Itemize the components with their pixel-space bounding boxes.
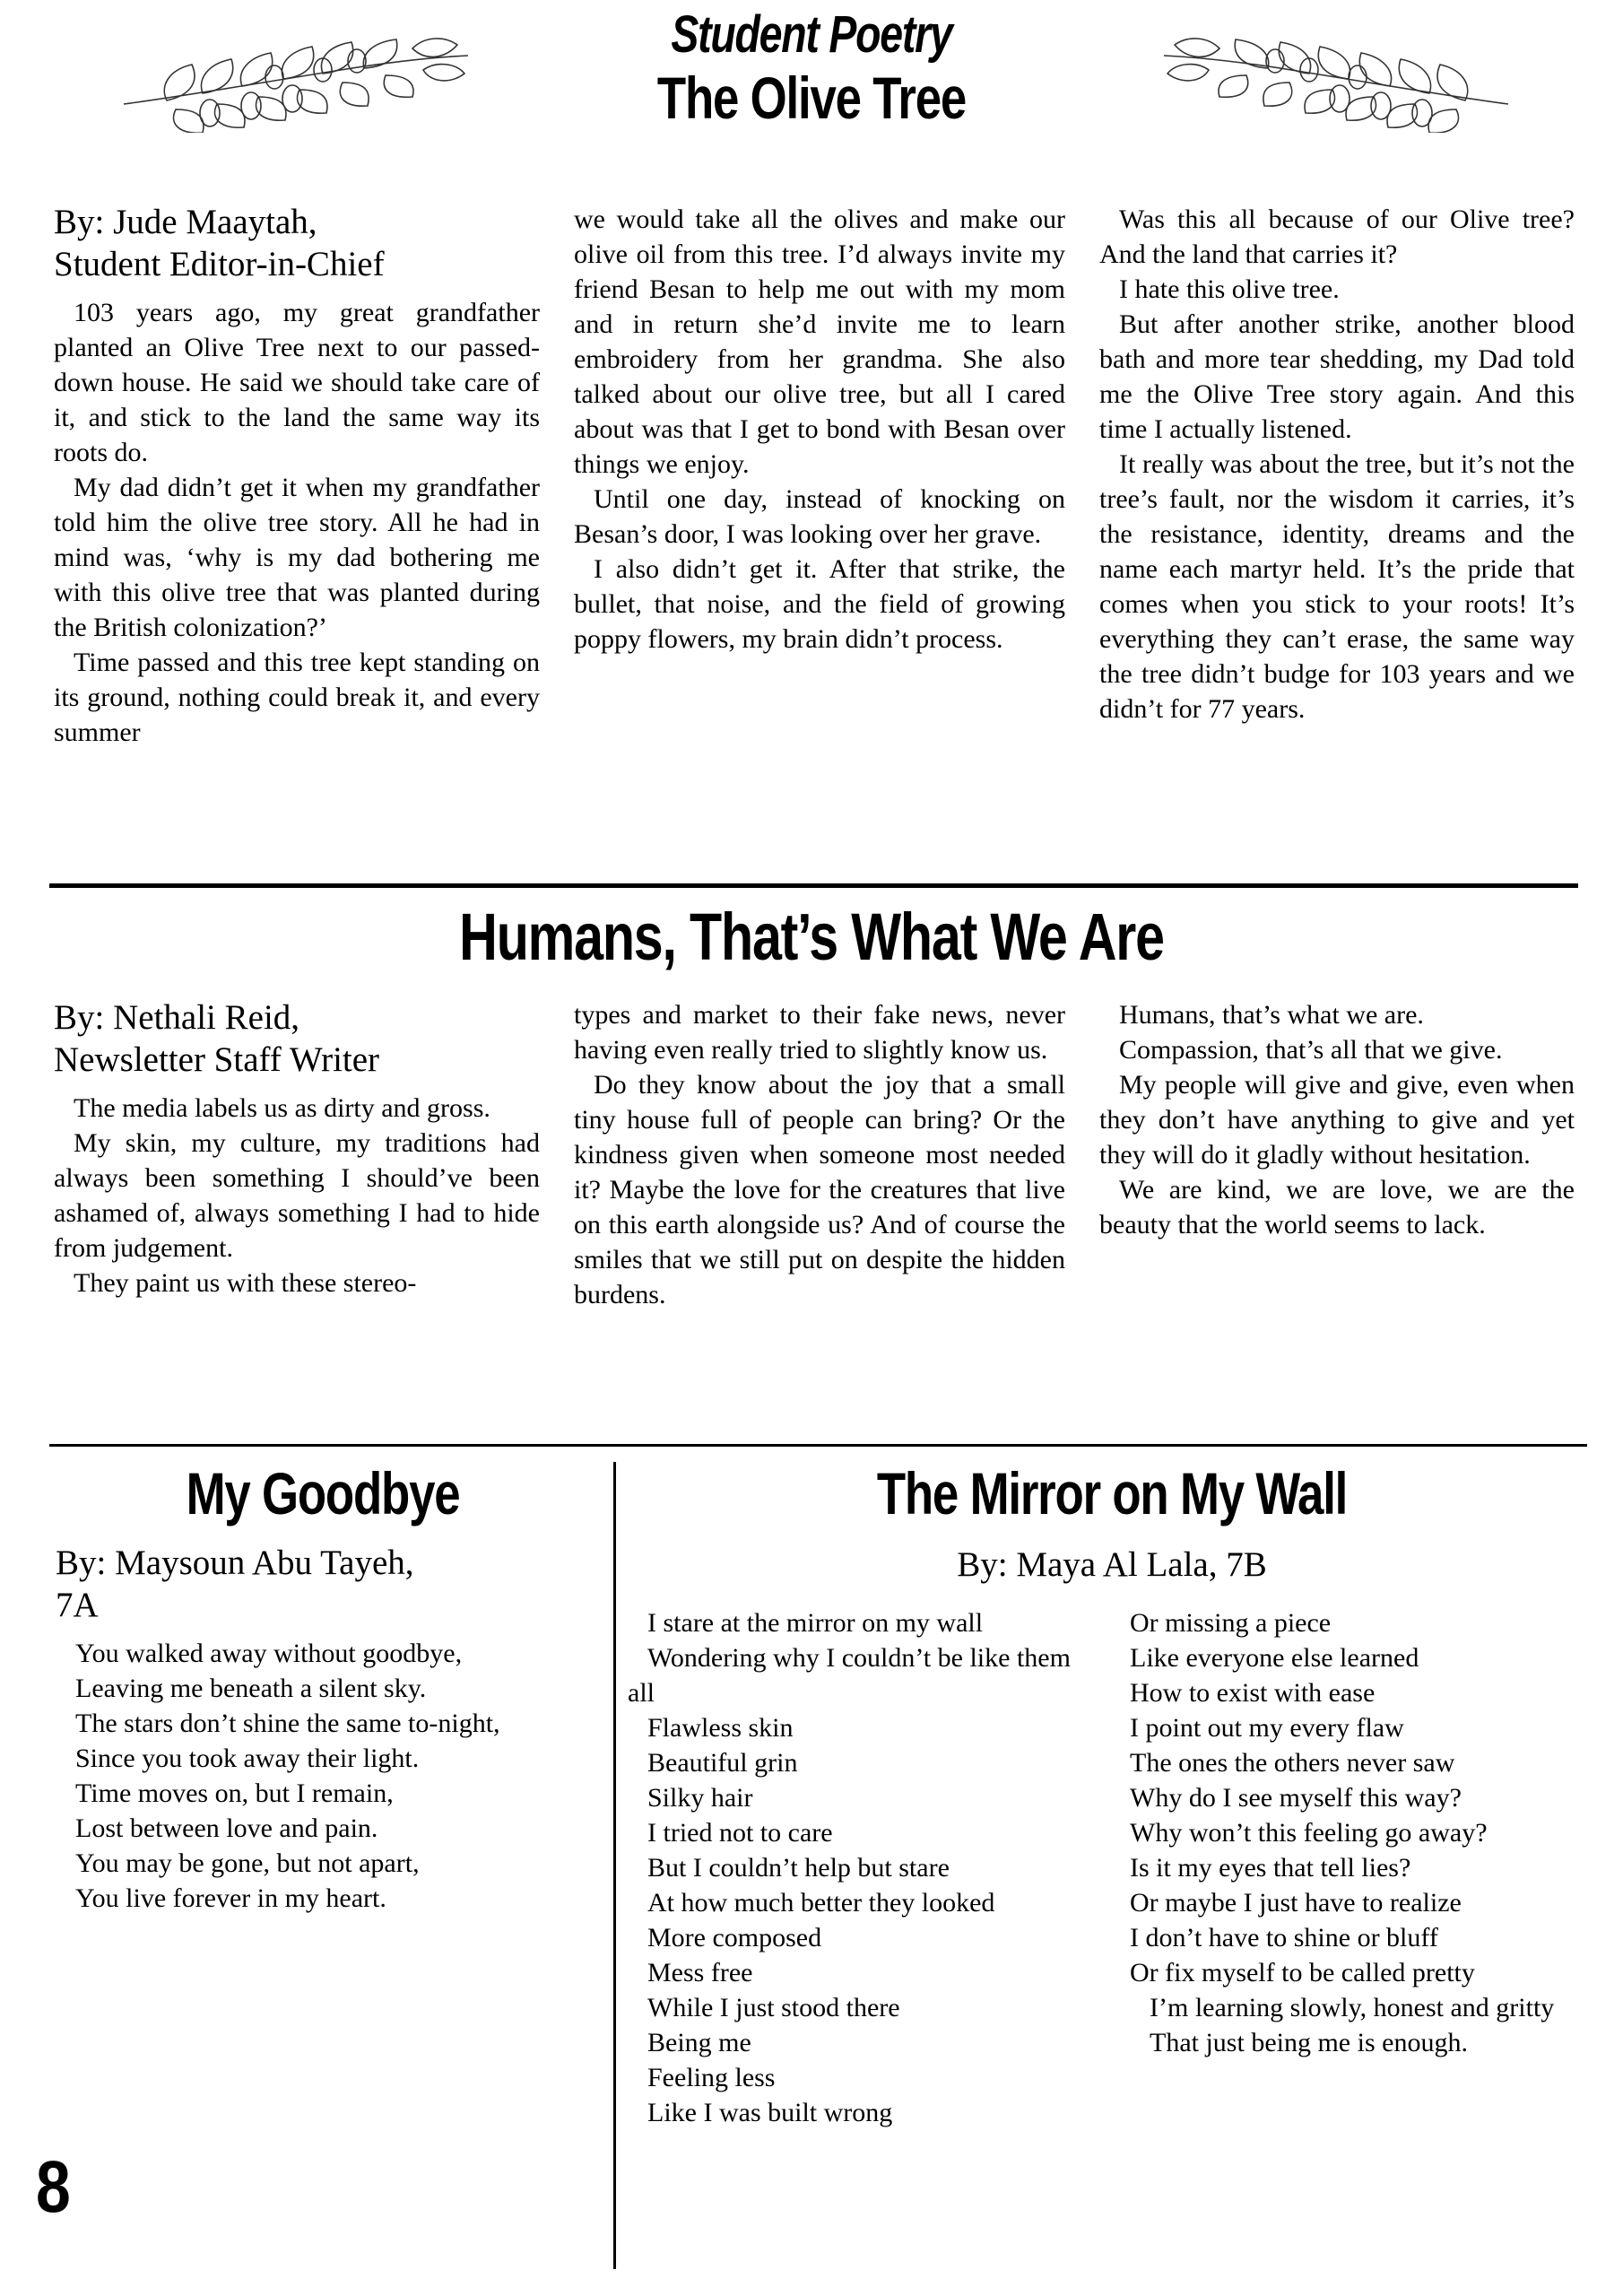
poem-line: Beautiful grin [647, 1748, 798, 1778]
paragraph: I also didn’t get it. After that strike, the bullet, that noise, and the field of growing poppy flowers, my brain didn’t process. [574, 554, 1065, 654]
paragraph: My dad didn’t get it when my grandfather told him the olive tree story. All he had in mind was, ‘why is my dad bothering me with this olive tree that was planted during the British colonization?’ [54, 472, 540, 642]
poem-body [1130, 1605, 1596, 2060]
poem-line: Like I was built wrong [647, 2098, 893, 2127]
olive-branch-icon [1157, 34, 1515, 133]
poem-line: You may be gone, but not apart, [75, 1848, 420, 1878]
paragraph: Time passed and this tree kept standing on its ground, nothing could break it, and every summer [54, 647, 540, 747]
poem-line: Why won’t this feeling go away? [1130, 1818, 1488, 1848]
article-olive-tree-column-1 [54, 202, 540, 870]
poem-line: Or fix myself to be called pretty [1130, 1958, 1475, 1987]
article-humans [54, 997, 1578, 1419]
poem-headline-the-mirror-on-my-wall: The Mirror on My Wall [876, 1460, 1348, 1526]
poem-line: Or maybe I just have to realize [1130, 1888, 1462, 1918]
paragraph: Do they know about the joy that a small tiny house full of people can bring? Or the kindness given when someone most needed it? Maybe the love for the creatures that live on this earth alongside us? And of course the smiles that we still put on despite the hidden burdens. [574, 1070, 1065, 1309]
paragraph: types and market to their fake news, never having even really tried to slightly know us. [574, 1000, 1065, 1065]
article-humans-column-3 [1099, 997, 1575, 1419]
paragraph: we would take all the olives and make our olive oil from this tree. I’d always invite my friend Besan to help me out with my mom and in return she’d invite me to learn embroidery from her grandma. She also talked about our olive tree, but all I cared about was that I get to bond with Besan over things we enjoy. [574, 204, 1065, 479]
poem-line: I tried not to care [647, 1818, 833, 1848]
poem-body [628, 1605, 1094, 2130]
poem-line: Flawless skin [647, 1713, 794, 1743]
poem-line: I point out my every flaw [1130, 1713, 1404, 1743]
paragraph: It really was about the tree, but it’s not the tree’s fault, nor the wisdom it carries, it’s the resistance, identity, dreams and the name each martyr held. It’s the pride that comes when you stick to your roots! It’s everything they can’t erase, the same way the tree didn’t budge for 103 years and we didn’t for 77 years. [1099, 449, 1575, 724]
poem-line: That just being me is enough. [1150, 2028, 1468, 2057]
poem-line: Or missing a piece [1130, 1608, 1332, 1638]
poem-line: Is it my eyes that tell lies? [1130, 1853, 1411, 1883]
poem-line: Feeling less [647, 2063, 776, 2092]
poem-line: The ones the others never saw [1130, 1748, 1455, 1778]
article-body [54, 1091, 540, 1300]
paragraph: Was this all because of our Olive tree? And the land that carries it? [1099, 204, 1575, 269]
article-humans-column-2 [574, 997, 1065, 1419]
article-body [1099, 202, 1575, 726]
article-humans-column-1 [54, 997, 540, 1419]
article-olive-tree [54, 202, 1578, 870]
poem-line: More composed [647, 1923, 822, 1952]
paragraph: The media labels us as dirty and gross. [74, 1092, 490, 1123]
poem-body [56, 1636, 585, 1916]
byline-role: Newsletter Staff Writer [54, 1039, 380, 1079]
poem-line: But I couldn’t help but stare [647, 1853, 950, 1883]
article-body [54, 295, 540, 750]
article-body [1099, 997, 1575, 1242]
paragraph: But after another strike, another blood bath and more tear shedding, my Dad told me the Olive Tree story again. And this time I actually listened. [1099, 309, 1575, 444]
article-body [574, 997, 1065, 1312]
poem-headline-my-goodbye: My Goodbye [186, 1460, 460, 1526]
paragraph: Humans, that’s what we are. [1119, 1000, 1424, 1030]
article-headline-humans-wrapper [0, 900, 1623, 974]
paragraph: Compassion, that’s all that we give. [1119, 1035, 1503, 1065]
poem-line: Being me [647, 2028, 751, 2057]
byline-name: By: Jude Maaytah, [54, 203, 317, 241]
byline-grade: 7A [56, 1585, 99, 1624]
poem-line: Like everyone else learned [1130, 1643, 1419, 1673]
poem-line: How to exist with ease [1130, 1678, 1376, 1708]
article-olive-tree-column-3 [1099, 202, 1575, 870]
poem-mirror-column-2 [1130, 1605, 1596, 2130]
vertical-divider [613, 1462, 616, 2269]
byline-name: By: Maysoun Abu Tayeh, [56, 1544, 414, 1582]
byline-nethali-reid [54, 997, 540, 1082]
poem-line: Since you took away their light. [75, 1743, 420, 1773]
article-headline-olive-tree: The Olive Tree [656, 65, 967, 131]
section-kicker: Student Poetry [671, 5, 952, 64]
paragraph: My skin, my culture, my traditions had always been something I should’ve been ashamed of, always something I had to hide from judgement. [54, 1127, 540, 1263]
paragraph: Until one day, instead of knocking on Besan’s door, I was looking over her grave. [574, 484, 1065, 549]
paragraph: They paint us with these stereo- [74, 1267, 417, 1298]
article-body [574, 202, 1065, 657]
article-headline-humans: Humans, That’s What We Are [459, 900, 1164, 974]
byline-name: By: Nethali Reid, [54, 998, 300, 1037]
poem-headline-mirror-wrapper [628, 1460, 1596, 1526]
masthead [0, 0, 1623, 193]
byline-maysoun-abu-tayeh [56, 1543, 585, 1627]
paragraph: I hate this olive tree. [1119, 274, 1340, 304]
paragraph: 103 years ago, my great grandfather planted an Olive Tree next to our passed-down house. He said we should take care of it, and stick to the land the same way its roots do. [54, 297, 540, 467]
poem-line: The stars don’t shine the same to-night, [75, 1708, 500, 1738]
poem-the-mirror-on-my-wall [628, 1605, 1601, 2130]
byline-role: Student Editor-in-Chief [54, 244, 385, 283]
poem-line: Wondering why I couldn’t be like them all [628, 1643, 1071, 1708]
poem-line: Why do I see myself this way? [1130, 1783, 1462, 1813]
poem-line: Silky hair [647, 1783, 753, 1813]
paragraph: My people will give and give, even when they don’t have anything to give and yet they will do it gladly without hesitation. [1099, 1070, 1575, 1170]
poem-headline-goodbye-wrapper [54, 1460, 592, 1526]
poem-line: I’m learning slowly, honest and gritty [1150, 1993, 1555, 2022]
poem-line: Leaving me beneath a silent sky. [75, 1673, 427, 1703]
section-divider [49, 883, 1578, 888]
page-number: 8 [36, 2146, 71, 2228]
paragraph: We are kind, we are love, we are the beauty that the world seems to lack. [1099, 1175, 1575, 1239]
poem-line: At how much better they looked [647, 1888, 995, 1918]
poem-line: I don’t have to shine or bluff [1130, 1923, 1438, 1952]
poem-line: While I just stood there [647, 1993, 900, 2022]
byline-maya-al-lala: By: Maya Al Lala, 7B [957, 1545, 1267, 1584]
poem-my-goodbye [56, 1543, 585, 1916]
poem-line: I stare at the mirror on my wall [647, 1608, 984, 1638]
poem-line: Mess free [647, 1958, 753, 1987]
poem-line: Lost between love and pain. [75, 1813, 378, 1843]
poem-line: You live forever in my heart. [75, 1883, 386, 1913]
section-divider [49, 1444, 1587, 1447]
article-olive-tree-column-2 [574, 202, 1065, 870]
poem-line: Time moves on, but I remain, [75, 1778, 394, 1808]
poem-mirror-column-1 [628, 1605, 1094, 2130]
poem-line: You walked away without goodbye, [75, 1638, 463, 1668]
byline-jude-maaytah [54, 202, 540, 286]
